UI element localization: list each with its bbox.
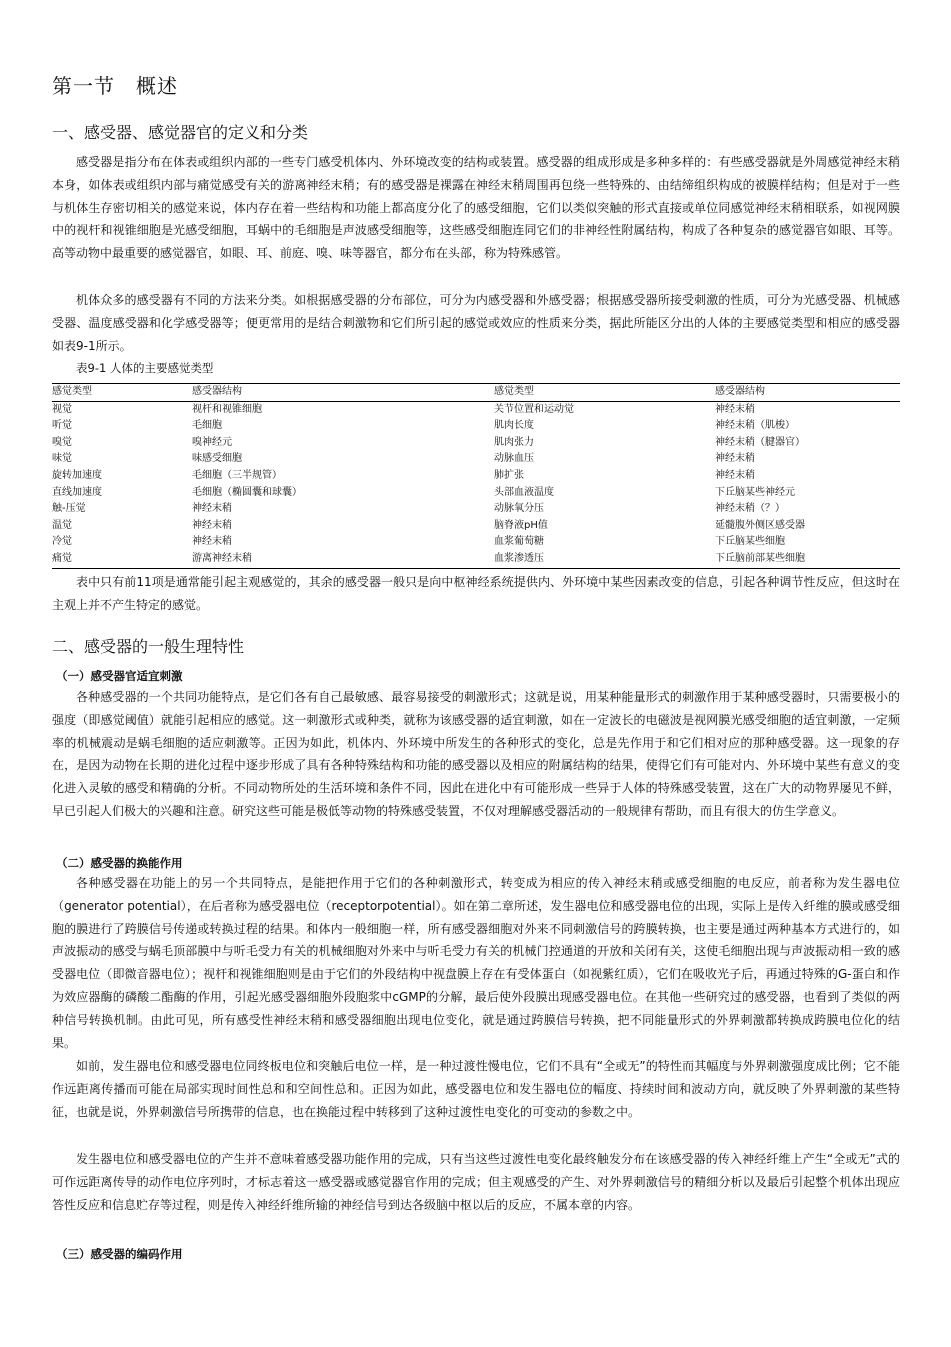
paragraph-after-table: 表中只有前11项是通常能引起主观感觉的，其余的感受器一般只是向中枢神经系统提供内、外环境中某些因素改变的信息，引起各种调节性反应，但这时在主观上并不产生特定的感觉。 bbox=[52, 575, 900, 612]
table-cell: 神经末稍 bbox=[715, 403, 755, 415]
table-cell: 旋转加速度 bbox=[52, 469, 102, 481]
subheading-encoding: （三）感受器的编码作用 bbox=[56, 1247, 183, 1261]
table-cell: 听觉 bbox=[52, 420, 72, 432]
table-row bbox=[52, 435, 900, 452]
section-title: 第一节 概述 bbox=[52, 74, 178, 98]
table-cell: 毛细胞（三半规管） bbox=[192, 469, 282, 481]
table-cell: 血浆葡萄糖 bbox=[494, 536, 544, 548]
table-cell: 味感受细胞 bbox=[192, 453, 242, 465]
table-cell: 视杆和视锥细胞 bbox=[192, 403, 262, 415]
table-cell: 神经末稍 bbox=[715, 453, 755, 465]
table-cell: 触-压觉 bbox=[52, 503, 86, 515]
table-row bbox=[52, 451, 900, 468]
subheading-transduction: （二）感受器的换能作用 bbox=[56, 856, 183, 870]
table-cell: 脑脊液pH值 bbox=[494, 519, 548, 531]
table-cell: 肺扩张 bbox=[494, 469, 524, 481]
table-cell: 头部血液温度 bbox=[494, 486, 554, 498]
table-cell: 血浆渗透压 bbox=[494, 552, 544, 564]
paragraph-transduction-1: 各种感受器在功能上的另一个共同特点，是能把作用于它们的各种刺激形式，转变成为相应的传入神经末稍或感受细胞的电反应，前者称为发生器电位（generator potential），在后者称为感受器电位（receptorpotential）。如在第二章所述，发生器电位和感受器电位的出现，实际上是传入纤维的膜或感受细胞的膜进行了跨膜信号传递或转换过程的结果。和体内一般细胞一样，所有感受器细胞对外来不同刺激信号的跨膜转换，也主要是通过两种基本方式进行的，如声波振动的感受与蜗毛顶部膜中与听毛受力有关的机械细胞对外来中与听毛受力有关的机械门控通道的开放和关闭有关，这使毛细胞出现与声波振动相一致的感受器电位（即微音器电位）；视杆和视锥细胞则是由于它们的外段结构中视盘膜上存在有受体蛋白（如视紫红质），它们在吸收光子后，再通过特殊的G-蛋白和作为效应器酶的磷酸二酯酶的作用，引起光感受器细胞外段胞浆中cGMP的分解，最后使外段膜出现感受器电位。在其他一些研究过的感受器，也看到了类似的两种信号转换机制。由此可见，所有感受性神经末稍和感受器细胞出现电位变化，就是通过跨膜信号转换，把不同能量形式的外界刺激都转换成跨膜电位化的结果。 bbox=[52, 876, 900, 1050]
table-cell: 动脉血压 bbox=[494, 453, 534, 465]
table-header: 感受器结构 bbox=[715, 384, 900, 402]
table-header: 感觉类型 bbox=[494, 384, 715, 402]
heading-part2: 二、感受器的一般生理特性 bbox=[52, 637, 245, 656]
subheading-adequate-stimulus: （一）感受器官适宜刺激 bbox=[56, 669, 183, 683]
table-cell: 嗅觉 bbox=[52, 436, 72, 448]
table-cell: 嗅神经元 bbox=[192, 436, 232, 448]
table-cell: 肌肉长度 bbox=[494, 420, 534, 432]
table-cell: 神经末稍 bbox=[192, 503, 232, 515]
paragraph-transduction-3: 发生器电位和感受器电位的产生并不意味着感受器功能作用的完成，只有当这些过渡性电变化最终触发分布在该感受器的传入神经纤维上产生“全或无”式的可作远距离传导的动作电位序列时，才标志着这一感受器或感觉器官作用的完成；但主观感受的产生、对外界刺激信号的精细分析以及最后引起整个机体出现应答性反应和信息贮存等过程，则是传入神经纤维所输的神经信号到达各级脑中枢以后的反应，不属本章的内容。 bbox=[52, 1152, 900, 1212]
table-caption: 表9-1 人体的主要感觉类型 bbox=[76, 361, 214, 375]
table-cell: 肌肉张力 bbox=[494, 436, 534, 448]
paragraph-receptor-classification: 机体众多的感受器有不同的方法来分类。如根据感受器的分布部位，可分为内感受器和外感受器；根据感受器所接受刺激的性质，可分为光感受器、机械感受器、温度感受器和化学感受器等；便更常用的是结合刺激物和它们所引起的感觉或效应的性质来分类，据此所能区分出的人体的主要感觉类型和相应的感受器如表9-1所示。 bbox=[52, 293, 900, 353]
table-cell: 视觉 bbox=[52, 403, 72, 415]
table-cell: 下丘脑前部某些细胞 bbox=[715, 552, 805, 564]
table-row bbox=[52, 418, 900, 435]
table-header: 感觉类型 bbox=[52, 384, 192, 402]
table-cell: 神经末稍 bbox=[715, 469, 755, 481]
table-header: 感受器结构 bbox=[192, 384, 494, 402]
table-row bbox=[52, 401, 900, 418]
table-cell: 下丘脑某些细胞 bbox=[715, 536, 785, 548]
table-cell: 游离神经末稍 bbox=[192, 552, 252, 564]
table-cell: 痛觉 bbox=[52, 552, 72, 564]
table-cell: 神经末稍（？） bbox=[715, 503, 785, 515]
paragraph-receptor-definition: 感受器是指分布在体表或组织内部的一些专门感受机体内、外环境改变的结构或装置。感受器的组成形成是多种多样的：有些感受器就是外周感觉神经末稍本身，如体表或组织内部与痛觉感受有关的游离神经末稍；有的感受器是裸露在神经末稍周围再包绕一些特殊的、由结缔组织构成的被膜样结构；但是对于一些与机体生存密切相关的感觉来说，体内存在着一些结构和功能上都高度分化了的感受细胞，它们以类似突触的形式直接或单位同感觉神经末稍相联系，如视网膜中的视杆和视锥细胞是光感受细胞，耳蜗中的毛细胞是声波感受细胞等，这些感受细胞连同它们的非神经性附属结构，构成了各种复杂的感觉器官如眼、耳等。高等动物中最重要的感觉器官，如眼、耳、前庭、嗅、味等器官，都分布在头部，称为特殊感管。 bbox=[52, 155, 900, 261]
table-cell: 神经末稍（肌梭） bbox=[715, 420, 795, 432]
table-row bbox=[52, 485, 900, 502]
table-cell: 毛细胞（椭圆囊和球囊） bbox=[192, 486, 302, 498]
table-row bbox=[52, 501, 900, 518]
table-row bbox=[52, 468, 900, 485]
table-cell: 延髓腹外侧区感受器 bbox=[715, 519, 805, 531]
table-cell: 神经末稍 bbox=[192, 536, 232, 548]
table-cell: 温觉 bbox=[52, 519, 72, 531]
sensation-types-table bbox=[52, 383, 900, 569]
table-cell: 动脉氧分压 bbox=[494, 503, 544, 515]
table-header-row bbox=[52, 384, 900, 402]
table-row bbox=[52, 551, 900, 568]
table-cell: 直线加速度 bbox=[52, 486, 102, 498]
table-cell: 毛细胞 bbox=[192, 420, 222, 432]
paragraph-transduction-2: 如前，发生器电位和感受器电位同终板电位和突触后电位一样，是一种过渡性慢电位，它们不具有“全或无”的特性而其幅度与外界刺激强度成比例；它不能作远距离传播而可能在局部实现时间性总和和空间性总和。正因为如此，感受器电位和发生器电位的幅度、持续时间和波动方向，就反映了外界刺激的某些特征，也就是说，外界刺激信号所携带的信息，也在换能过程中转移到了这种过渡性电变化的可变动的参数之中。 bbox=[52, 1059, 900, 1119]
table-cell: 冷觉 bbox=[52, 536, 72, 548]
table-cell: 神经末稍 bbox=[192, 519, 232, 531]
paragraph-adequate-stimulus: 各种感受器的一个共同功能特点，是它们各有自己最敏感、最容易接受的刺激形式；这就是说，用某种能量形式的刺激作用于某种感受器时，只需要极小的强度（即感觉阈值）就能引起相应的感觉。这一刺激形式或种类，就称为该感受器的适宜刺激，如在一定波长的电磁波是视网膜光感受细胞的适宜刺激，一定频率的机械震动是蜗毛细胞的适应刺激等。正因为如此，机体内、外环境中所发生的各种形式的变化，总是先作用于和它们相对应的那种感受器。这一现象的存在，是因为动物在长期的进化过程中逐步形成了具有各种特殊结构和功能的感受器以及相应的附属结构的结果，使得它们有可能对内、外环境中某些有意义的变化进入灵敏的感受和精确的分析。不同动物所处的生活环境和条件不同，因此在进化中有可能形成一些异于人体的特殊感受装置，这在广大的动物界屡见不鲜，早已引起人们极大的兴趣和注意。研究这些可能是极低等动物的特殊感受装置，不仅对理解感受器活动的一般规律有帮助，而且有很大的仿生学意义。 bbox=[52, 690, 900, 818]
table-row bbox=[52, 534, 900, 551]
table-row bbox=[52, 518, 900, 535]
table-cell: 下丘脑某些神经元 bbox=[715, 486, 795, 498]
table-cell: 味觉 bbox=[52, 453, 72, 465]
table-cell: 关节位置和运动觉 bbox=[494, 403, 574, 415]
heading-part1: 一、感受器、感觉器官的定义和分类 bbox=[52, 123, 309, 142]
table-cell: 神经末稍（腱器官） bbox=[715, 436, 805, 448]
